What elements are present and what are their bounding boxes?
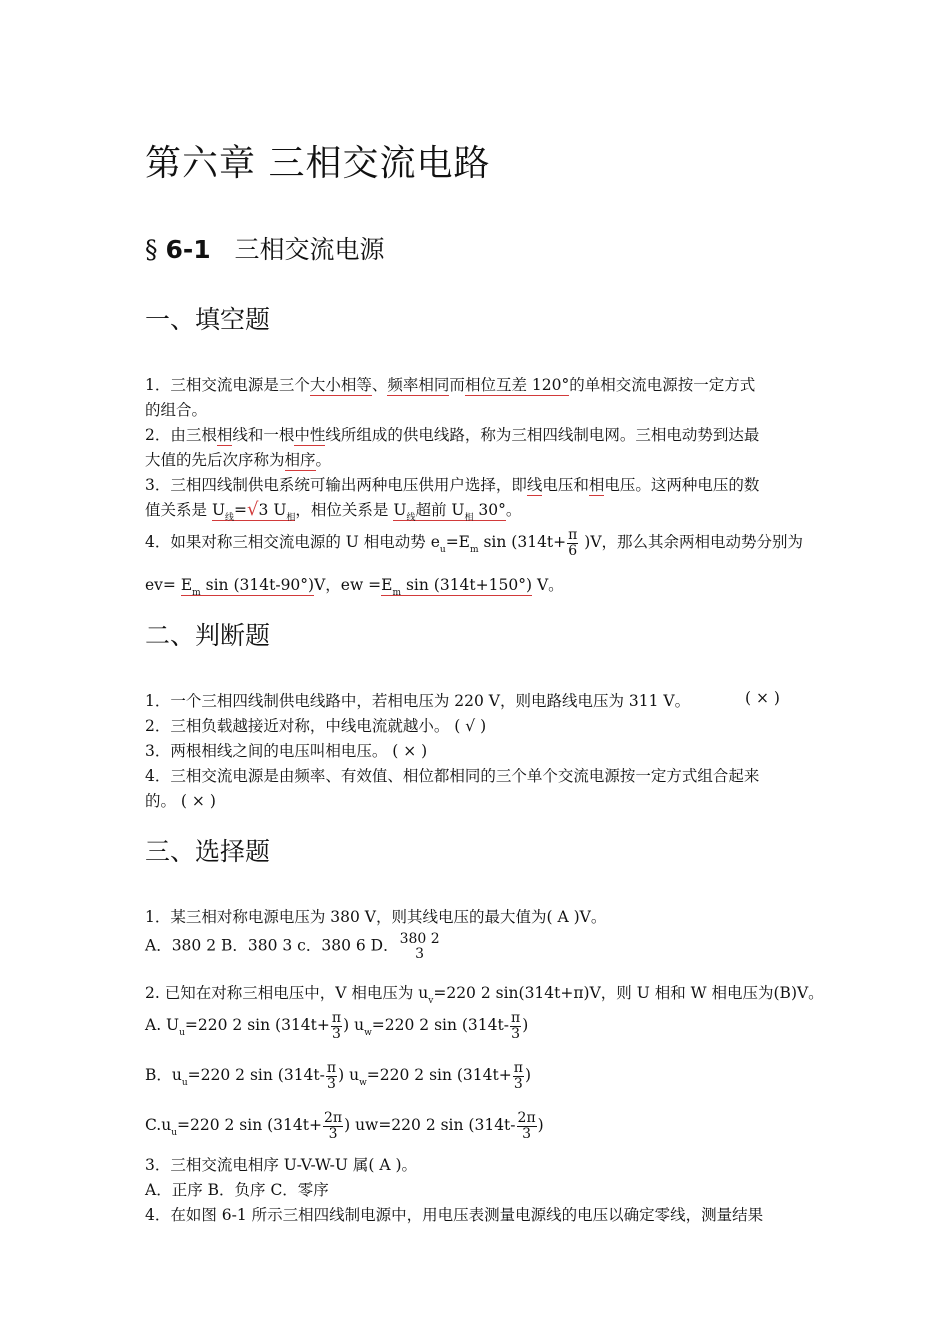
answer-blank: $U_线$超前 $U_相$ 30° <box>393 501 506 523</box>
section-title: 三相交流电源 <box>234 235 385 264</box>
answer-blank: $U_线=√3$ $U_相$ <box>211 499 296 523</box>
judge-q2: 2．三相负载越接近对称，中线电流就越小。 ( √ ) <box>145 717 487 735</box>
answer-blank: 相 <box>588 476 605 494</box>
fraction: $\frac{\pi}{3}$ <box>513 1060 523 1092</box>
answer-blank: 相位互差 120° <box>464 376 570 394</box>
judge-q4-line1: 4．三相交流电源是由频率、有效值、相位都相同的三个单个交流电源按一定方式组合起来 <box>145 767 760 785</box>
answer-blank: $E_m$ sin (314t-90°) <box>180 576 315 598</box>
answer-blank: 线 <box>526 476 543 494</box>
choice-q1-options: A．380 2 B．380 3 c．380 6 D． 380 2 3 <box>145 931 440 962</box>
choice-q2-option-c: $C.u_u=220$ 2 sin (314t+ $\frac{2\pi}{3}$ ) uw=220 2 sin (314t- $\frac{2\pi}{3}$ ) <box>145 1110 544 1142</box>
fraction: $\frac{\pi}{3}$ <box>331 1010 342 1042</box>
answer-blank: 中性 <box>294 426 326 444</box>
section-heading <box>145 230 384 266</box>
choice-q2: 2. 已知在对称三相电压中，V 相电压为 $u_v=220$ 2 sin(314t+π)V，则 U 相和 W 相电压为(B)V。 <box>145 984 824 1006</box>
choice-q3-options: A．正序 B．负序 C．零序 <box>145 1181 329 1199</box>
fill-q4-line2: $ev= E_m$ sin (314t-90°)V，ew $=E_m$ sin (314t+150°) V。 <box>145 576 564 598</box>
section-symbol: § <box>145 235 158 264</box>
fill-q4-line1: 4．如果对称三相交流电源的 U 相电动势 $e_u=E_m$ sin (314t+ $\frac{\pi}{6}$ )V，那么其余两相电动势分别为 <box>145 527 804 559</box>
choice-q2-option-b: B．$u_u=220$ 2 sin (314t- $\frac{\pi}{3}$ ) $u_w=220$ 2 sin (314t+ $\frac{\pi}{3}$ ) <box>145 1060 532 1092</box>
heading-choice: 三、选择题 <box>145 837 271 866</box>
answer-blank: 大小相等 <box>309 376 372 394</box>
judge-q3: 3．两根相线之间的电压叫相电压。 ( × ) <box>145 742 428 760</box>
fraction: 380 2 3 <box>399 931 440 962</box>
heading-judge: 二、判断题 <box>145 621 271 650</box>
answer-blank: 相 <box>216 426 233 444</box>
answer-blank: 相序 <box>284 451 316 469</box>
choice-q4: 4．在如图 6-1 所示三相四线制电源中，用电压表测量电源线的电压以确定零线，测量结果 <box>145 1206 764 1224</box>
choice-q1: 1．某三相对称电源电压为 380 V，则其线电压的最大值为( A )V。 <box>145 908 607 926</box>
chapter-title: 第六章 三相交流电路 <box>145 143 491 184</box>
sqrt-icon: √ <box>247 499 259 520</box>
answer-blank: $E_m$ sin (314t+150°) <box>381 576 533 598</box>
fraction: $\frac{2\pi}{3}$ <box>323 1110 343 1142</box>
judge-q1: 1．一个三相四线制供电线路中，若相电压为 220 V，则电路线电压为 311 V。 ( × ) <box>145 689 780 710</box>
fraction: $\frac{\pi}{6}$ <box>568 527 578 559</box>
fill-q1-line2: 的组合。 <box>145 401 208 419</box>
fraction: $\frac{2\pi}{3}$ <box>517 1110 536 1142</box>
fill-q3-line2: 值关系是 $U_线=√3$ $U_相$，相位关系是 $U_线$超前 $U_相$ 30°。 <box>145 499 522 523</box>
fill-q1-line1: 1．三相交流电源是三个大小相等、频率相同而相位互差 120°的单相交流电源按一定方式 <box>145 376 756 394</box>
fraction: $\frac{\pi}{3}$ <box>326 1060 337 1092</box>
fill-q2-line1: 2．由三根相线和一根中性线所组成的供电线路，称为三相四线制电网。三相电动势到达最 <box>145 426 760 444</box>
choice-q2-option-a: A. $U_u=220$ 2 sin (314t+ $\frac{\pi}{3}$ ) $u_w=220$ 2 sin (314t- $\frac{\pi}{3}$ ) <box>145 1010 529 1042</box>
judge-q4-line2: 的。 ( × ) <box>145 792 216 810</box>
fill-q3-line1: 3．三相四线制供电系统可输出两种电压供用户选择，即线电压和相电压。这两种电压的数 <box>145 476 760 494</box>
judge-q1-answer: ( × ) <box>745 689 780 707</box>
fraction: $\frac{\pi}{3}$ <box>511 1010 521 1042</box>
answer-blank: 频率相同 <box>387 376 450 394</box>
choice-q3: 3．三相交流电相序 U-V-W-U 属( A )。 <box>145 1156 418 1174</box>
fill-q2-line2: 大值的先后次序称为相序。 <box>145 451 332 469</box>
heading-fill-in: 一、填空题 <box>145 305 271 334</box>
section-number: 6-1 <box>165 235 211 264</box>
